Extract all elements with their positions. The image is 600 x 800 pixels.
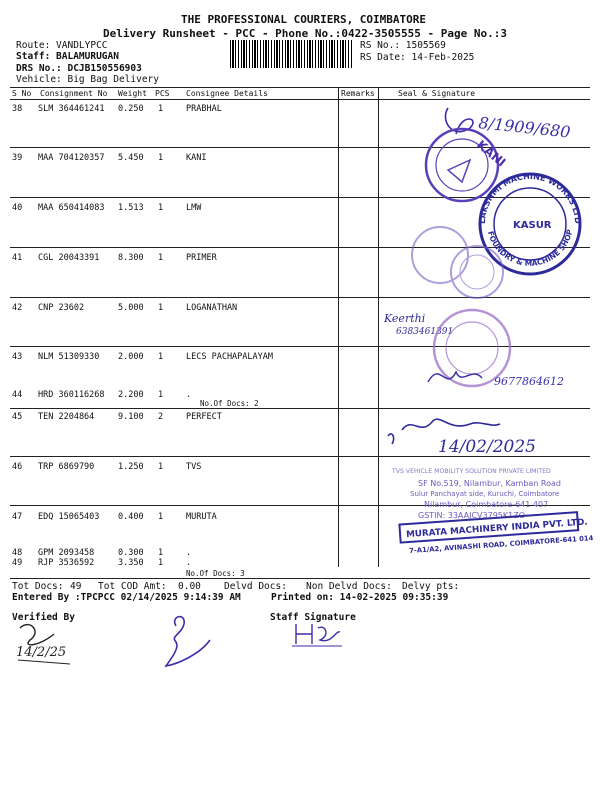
handwritten-date: 14/02/2025	[438, 437, 536, 457]
row-consignment: MAA 704120357	[38, 153, 105, 163]
foundry-stamp-text: FOUNDRY & MACHINE SHOP	[485, 228, 575, 268]
row-consignee: LMW	[186, 203, 202, 213]
row-weight: 9.100	[118, 412, 144, 422]
row-weight: 5.450	[118, 153, 144, 163]
row-consignee: TVS	[186, 462, 202, 472]
tot-cod-label: Tot COD Amt:	[98, 581, 167, 592]
handwritten-signature-row38	[445, 108, 571, 142]
rs-date: RS Date: 14-Feb-2025	[360, 52, 475, 63]
row-consignee: .	[186, 558, 192, 568]
col-consignee: Consignee Details	[186, 89, 268, 98]
row-sno: 44	[12, 390, 23, 400]
murata-stamp-line2: 7-A1/A2, AVINASHI ROAD, COIMBATORE-641 014	[409, 534, 594, 555]
lakshmi-stamp-text: LAKSHMI MACHINE WORKS LTD	[477, 171, 583, 225]
row-consignee: LOGANATHAN	[186, 303, 238, 313]
col-consignment: Consignment No	[40, 89, 108, 98]
col-pcs: PCS	[155, 89, 170, 98]
row-consignment: TEN 2204864	[38, 412, 95, 422]
row-consignment: RJP 3536592	[38, 558, 95, 568]
tvs-stamp-gstin: GSTIN: 33AAJCV3795K1ZO	[418, 511, 525, 520]
row-consignee: .	[186, 390, 192, 400]
row-sno: 47	[12, 512, 23, 522]
lakshmi-stamp	[478, 172, 582, 274]
handwritten-signature-row45	[388, 419, 536, 457]
tot-cod-value: 0.00	[178, 581, 201, 592]
row-weight: 2.000	[118, 352, 144, 362]
row-pcs: 1	[158, 548, 164, 558]
row-consignment: CNP 23602	[38, 303, 85, 313]
printed-on: Printed on: 14-02-2025 09:35:39	[271, 592, 449, 603]
tvs-stamp-line4: Nilambur, Coimbatore-641 407	[424, 500, 549, 509]
vehicle-label: Vehicle: Big Bag Delivery	[16, 74, 159, 85]
handwritten-signature	[166, 617, 210, 666]
handwritten-phone: 9677864612	[494, 375, 564, 388]
row-consignment: TRP 6869790	[38, 462, 95, 472]
row-sno: 45	[12, 412, 23, 422]
tot-docs-label: Tot Docs:	[12, 581, 64, 592]
docs-count-note: No.Of Docs: 2	[200, 399, 259, 408]
handwritten-number: 8/1909/680	[477, 113, 572, 142]
row-pcs: 1	[158, 153, 164, 163]
rs-number: RS No.: 1505569	[360, 40, 446, 51]
row-consignment: GPM 2093458	[38, 548, 95, 558]
row-pcs: 1	[158, 303, 164, 313]
row-consignee: PRIMER	[186, 253, 217, 263]
staff-label: Staff: BALAMURUGAN	[16, 51, 119, 62]
row-sno: 41	[12, 253, 23, 263]
row-pcs: 1	[158, 104, 164, 114]
col-remarks: Remarks	[341, 89, 375, 98]
tvs-stamp-line2: SF No.519, Nilambur, Kamban Road	[418, 479, 561, 488]
row-sno: 48	[12, 548, 23, 558]
row-pcs: 1	[158, 253, 164, 263]
entered-by: Entered By :TPCPCC 02/14/2025 9:14:39 AM	[12, 592, 241, 603]
tvs-stamp	[391, 468, 561, 520]
tot-docs-value: 49	[70, 581, 82, 592]
row-weight: 3.350	[118, 558, 144, 568]
row-weight: 8.300	[118, 253, 144, 263]
row-pcs: 1	[158, 462, 164, 472]
row-consignment: SLM 364461241	[38, 104, 105, 114]
handwritten-phone: 6383461391	[396, 327, 454, 337]
row-weight: 1.250	[118, 462, 144, 472]
row-sno: 49	[12, 558, 23, 568]
page-subtitle: Delivery Runsheet - PCC - Phone No.:0422-3505555 - Page No.:3	[103, 27, 507, 40]
tvs-stamp-line1: TVS VEHICLE MOBILITY SOLUTION PRIVATE LIMITED	[392, 468, 551, 475]
delvy-pts-label: Delvy pts:	[402, 581, 460, 592]
row-pcs: 1	[158, 203, 164, 213]
page-title: THE PROFESSIONAL COURIERS, COIMBATORE	[181, 13, 427, 26]
route-label: Route: VANDLYPCC	[16, 40, 108, 51]
row-consignee: MURUTA	[186, 512, 217, 522]
row-sno: 39	[12, 153, 23, 163]
verified-date: 14/2/25	[16, 645, 67, 660]
row-sno: 42	[12, 303, 23, 313]
row-consignment: HRD 360116268	[38, 390, 105, 400]
handwritten-signature-row43	[428, 372, 564, 388]
row-pcs: 2	[158, 412, 164, 422]
row-pcs: 1	[158, 558, 164, 568]
row-consignee: PERFECT	[186, 412, 222, 422]
row-weight: 0.250	[118, 104, 144, 114]
row-consignee: KANI	[186, 153, 207, 163]
row-consignee: PRABHAL	[186, 104, 222, 114]
kani-stamp-text: KANI	[474, 137, 509, 170]
row-weight: 1.513	[118, 203, 144, 213]
row-pcs: 1	[158, 352, 164, 362]
row-weight: 0.300	[118, 548, 144, 558]
row-weight: 5.000	[118, 303, 144, 313]
handwritten-name: Keerthi	[384, 312, 426, 325]
verified-by-signature	[16, 625, 70, 664]
col-sno: S No	[12, 89, 32, 98]
murata-stamp-line1: MURATA MACHINERY INDIA PVT. LTD.	[405, 517, 589, 541]
col-seal: Seal & Signature	[398, 89, 476, 98]
docs-count-note: No.Of Docs: 3	[186, 569, 245, 578]
verified-by-label: Verified By	[12, 612, 75, 623]
row-sno: 40	[12, 203, 23, 213]
row-weight: 0.400	[118, 512, 144, 522]
drs-label: DRS No.: DCJB150556903	[16, 63, 142, 74]
kasur-stamp-text: KASUR	[513, 220, 552, 231]
non-delvd-docs-label: Non Delvd Docs:	[306, 581, 392, 592]
row-consignment: EDQ 15065403	[38, 512, 100, 522]
tvs-stamp-line3: Sulur Panchayat side, Kuruchi, Coimbatore	[410, 490, 560, 498]
staff-signature	[292, 624, 342, 646]
row-weight: 2.200	[118, 390, 144, 400]
col-weight: Weight	[118, 89, 147, 98]
staff-signature-label: Staff Signature	[270, 612, 356, 623]
row-consignment: NLM 51309330	[38, 352, 100, 362]
row-consignee: LECS PACHAPALAYAM	[186, 352, 273, 362]
row-pcs: 1	[158, 512, 164, 522]
row-sno: 43	[12, 352, 23, 362]
row-consignee: .	[186, 548, 192, 558]
row-consignment: MAA 650414083	[38, 203, 105, 213]
row-consignment: CGL 20043391	[38, 253, 100, 263]
row-pcs: 1	[158, 390, 164, 400]
delvd-docs-label: Delvd Docs:	[224, 581, 287, 592]
row-sno: 38	[12, 104, 23, 114]
row-sno: 46	[12, 462, 23, 472]
